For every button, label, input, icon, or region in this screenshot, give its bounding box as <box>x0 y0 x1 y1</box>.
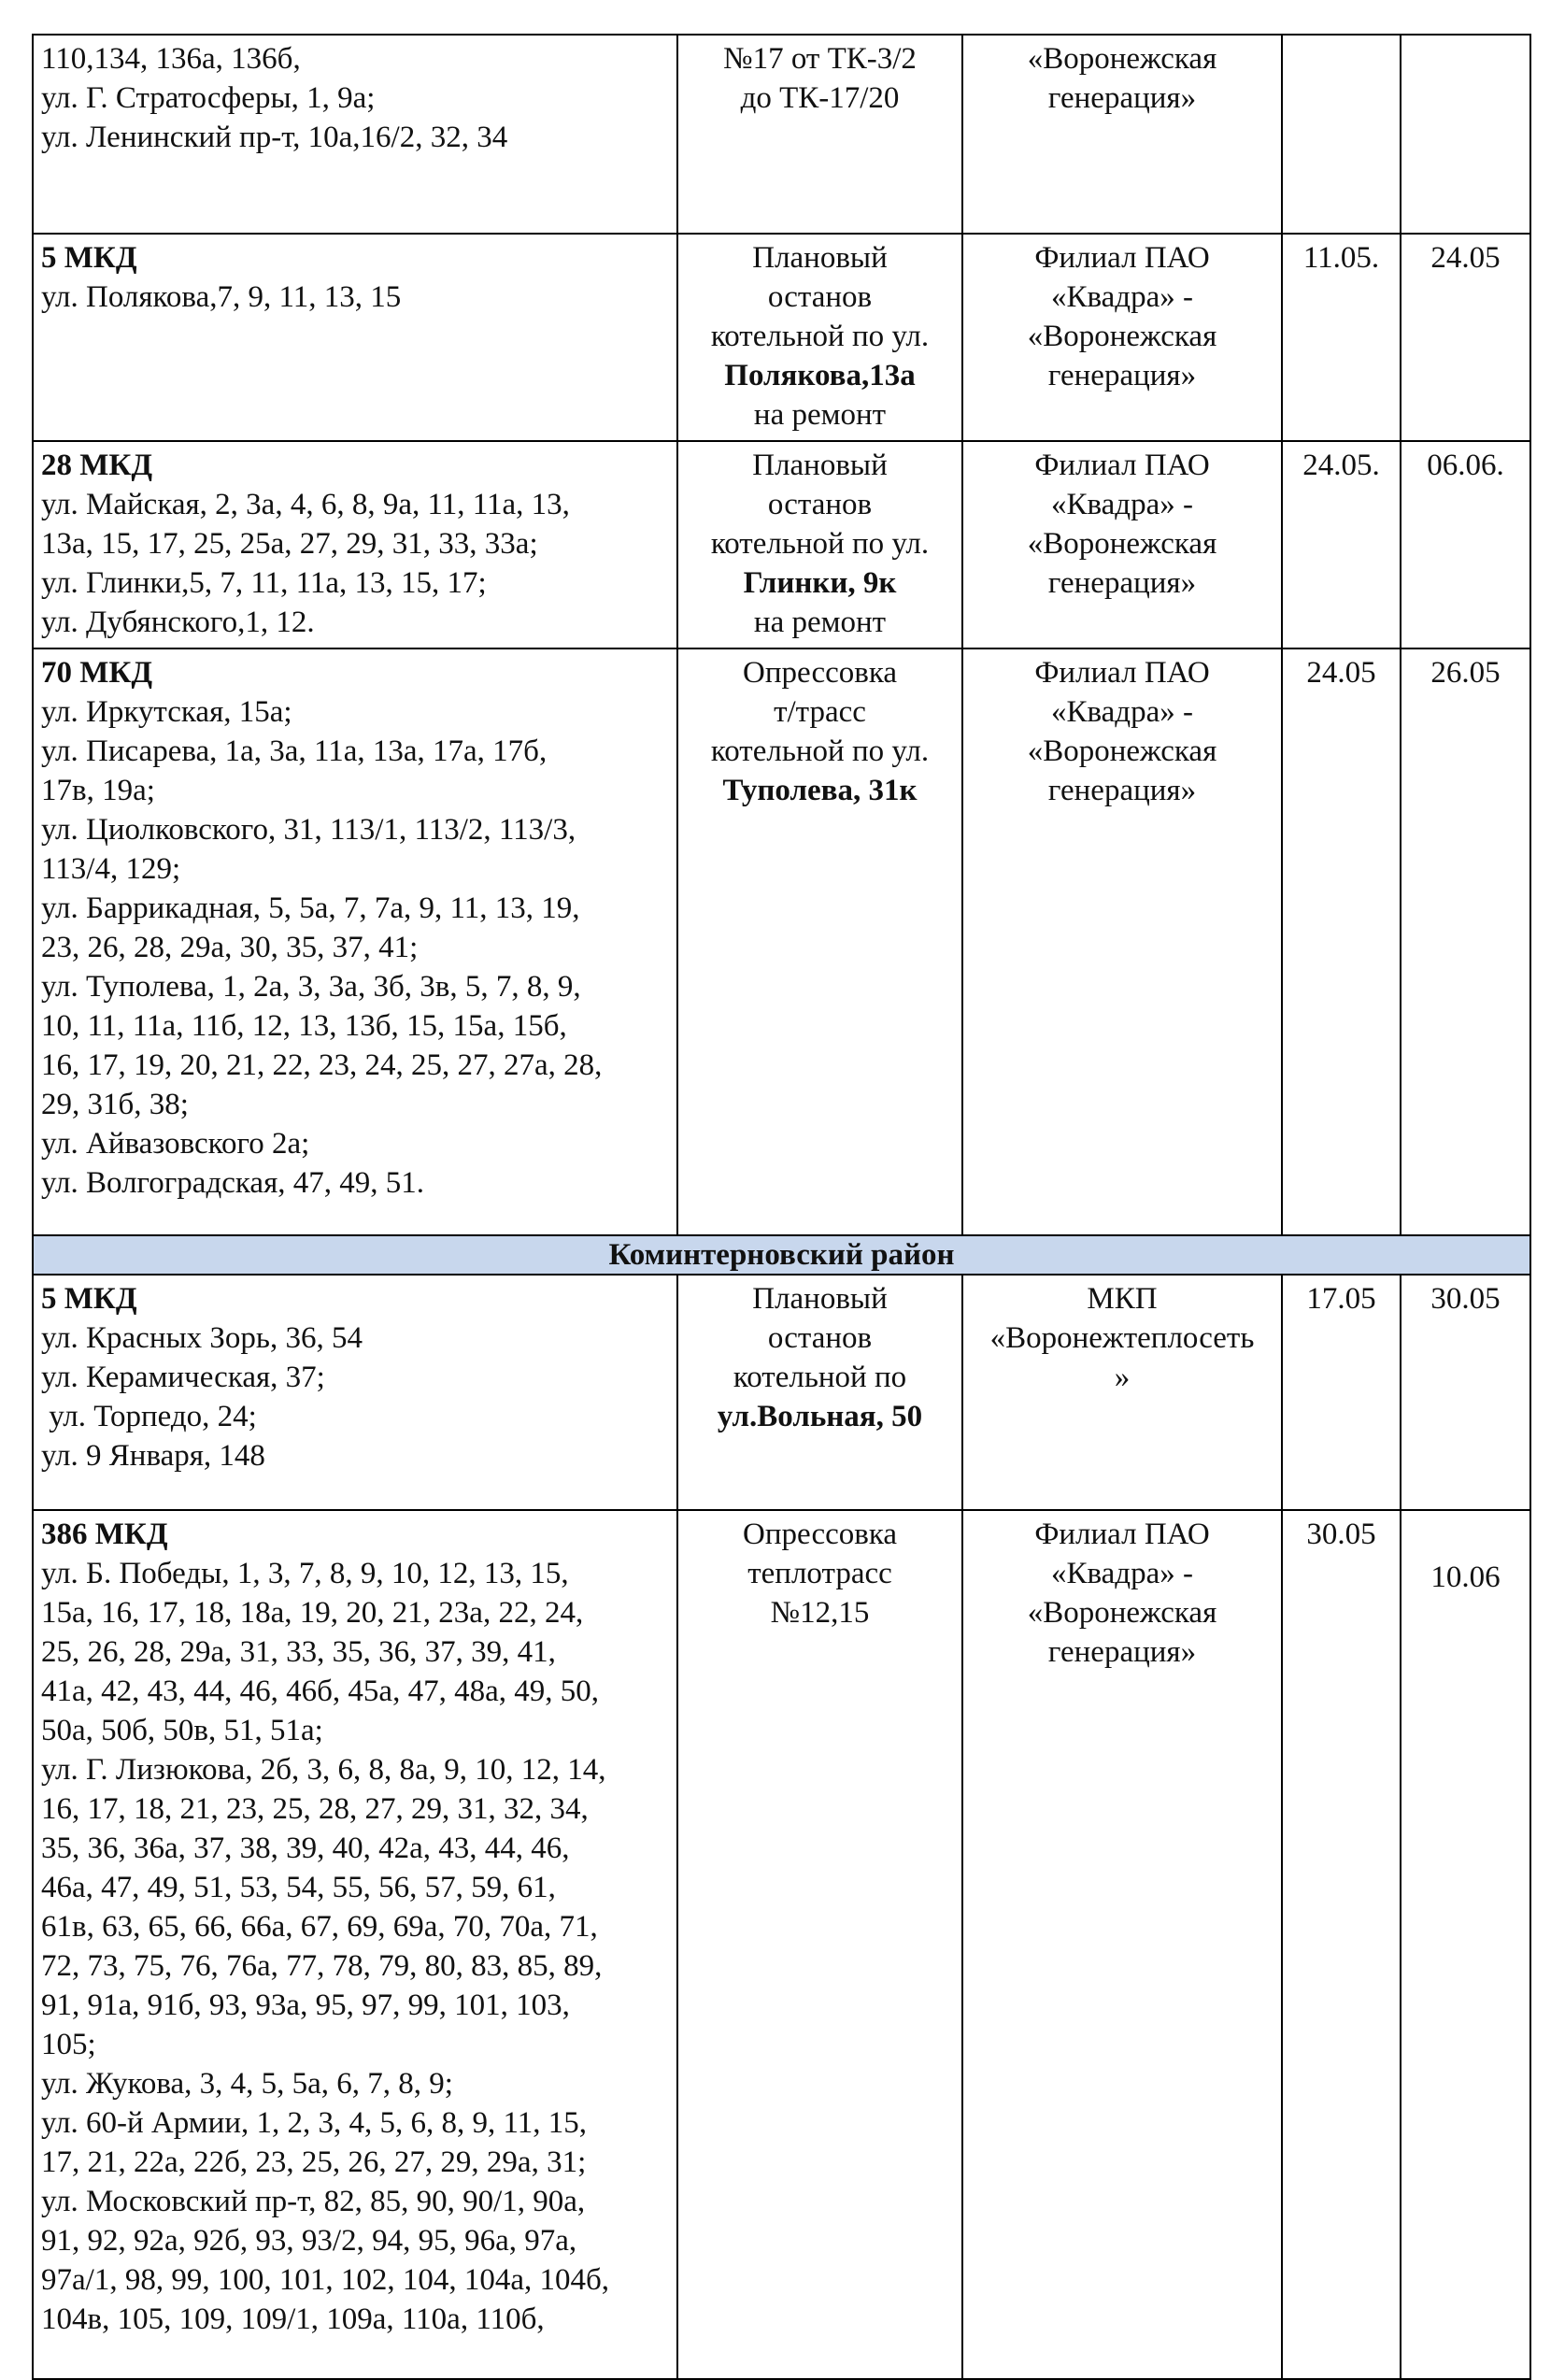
reason-line: Плановый <box>752 1282 888 1316</box>
address-line: ул. Майская, 2, 3а, 4, 6, 8, 9а, 11, 11а, 13, <box>41 488 570 521</box>
address-line: ул. Жукова, 3, 4, 5, 5а, 6, 7, 8, 9; <box>41 2067 453 2101</box>
boiler-address: ул.Вольная, 50 <box>717 1400 923 1433</box>
end-date-cell: 30.05 <box>1401 1275 1530 1510</box>
address-line: ул. 9 Января, 148 <box>41 1439 265 1473</box>
reason-line: Опрессовка <box>742 656 898 690</box>
reason-line: до ТК-17/20 <box>740 81 900 115</box>
organization-line: «Воронежская <box>1027 1596 1217 1630</box>
address-cell <box>33 35 677 234</box>
table-row <box>33 648 1530 1235</box>
organization-line: «Воронежская <box>1027 320 1217 353</box>
reason-cell <box>677 441 962 648</box>
address-line: ул. Г. Лизюкова, 2б, 3, 6, 8, 8а, 9, 10, 12, 14, <box>41 1753 606 1787</box>
address-line: 50а, 50б, 50в, 51, 51а; <box>41 1714 323 1747</box>
end-date-cell <box>1401 35 1530 234</box>
reason-cell <box>677 1275 962 1510</box>
start-date-cell: 24.05 <box>1282 648 1401 1235</box>
address-line: 61в, 63, 65, 66, 66а, 67, 69, 69а, 70, 70а, 71, <box>41 1910 598 1944</box>
organization-line: «Воронежская <box>1027 42 1217 76</box>
boiler-address: Туполева, 31к <box>722 774 918 807</box>
address-line: ул. Туполева, 1, 2а, 3, 3а, 3б, 3в, 5, 7, 8, 9, <box>41 970 581 1004</box>
table-row <box>33 1275 1530 1510</box>
address-line: ул. Иркутская, 15а; <box>41 695 292 729</box>
building-count: 5 МКД <box>41 1282 137 1316</box>
organization-cell <box>962 35 1282 234</box>
reason-cell <box>677 648 962 1235</box>
address-cell <box>33 234 677 441</box>
address-line: 91, 92, 92а, 92б, 93, 93/2, 94, 95, 96а, 97а, <box>41 2224 577 2258</box>
address-line: ул. Дубянского,1, 12. <box>41 606 315 639</box>
organization-line: «Воронежская <box>1027 527 1217 561</box>
organization-line: Филиал ПАО <box>1034 449 1210 482</box>
organization-line: «Квадра» - <box>1051 1557 1193 1590</box>
district-header-row <box>33 1235 1530 1275</box>
building-count: 386 МКД <box>41 1518 168 1551</box>
address-cell <box>33 441 677 648</box>
organization-line: МКП <box>1087 1282 1158 1316</box>
table-row <box>33 234 1530 441</box>
organization-cell <box>962 234 1282 441</box>
organization-line: генерация» <box>1047 1635 1197 1669</box>
organization-line: «Воронежтеплосеть <box>989 1321 1255 1355</box>
address-line: 17в, 19а; <box>41 774 155 807</box>
address-line: 72, 73, 75, 76, 76а, 77, 78, 79, 80, 83, 85, 89, <box>41 1949 603 1983</box>
reason-line: на ремонт <box>753 398 887 432</box>
district-name: Коминтерновский район <box>33 1235 1530 1275</box>
address-line: ул. Баррикадная, 5, 5а, 7, 7а, 9, 11, 13, 19, <box>41 891 580 925</box>
address-line: 105; <box>41 2028 96 2061</box>
reason-line: Опрессовка <box>742 1518 898 1551</box>
start-date-cell <box>1282 35 1401 234</box>
organization-cell <box>962 648 1282 1235</box>
outage-schedule-table <box>32 34 1531 2380</box>
address-line: 13а, 15, 17, 25, 25а, 27, 29, 31, 33, 33а; <box>41 527 538 561</box>
address-line: 104в, 105, 109, 109/1, 109а, 110а, 110б, <box>41 2302 545 2336</box>
address-line: ул. 60-й Армии, 1, 2, 3, 4, 5, 6, 8, 9, 11, 15, <box>41 2106 587 2140</box>
reason-line: котельной по ул. <box>710 734 930 768</box>
building-count: 70 МКД <box>41 656 153 690</box>
address-line: ул. Полякова,7, 9, 11, 13, 15 <box>41 280 402 314</box>
organization-line: Филиал ПАО <box>1034 241 1210 275</box>
end-date-cell: 24.05 <box>1401 234 1530 441</box>
organization-cell <box>962 1275 1282 1510</box>
boiler-address: Полякова,13а <box>724 359 916 392</box>
address-line: 16, 17, 18, 21, 23, 25, 28, 27, 29, 31, 32, 34, <box>41 1792 589 1826</box>
table-row <box>33 1510 1530 2379</box>
reason-line: т/трасс <box>774 695 866 729</box>
organization-line: Филиал ПАО <box>1034 656 1210 690</box>
organization-line: «Квадра» - <box>1051 280 1193 314</box>
address-line: ул. Ленинский пр-т, 10а,16/2, 32, 34 <box>41 121 508 154</box>
start-date-cell: 24.05. <box>1282 441 1401 648</box>
table-row <box>33 441 1530 648</box>
reason-line: теплотрасс <box>747 1557 892 1590</box>
reason-cell <box>677 35 962 234</box>
reason-cell <box>677 1510 962 2379</box>
organization-line: » <box>1114 1361 1131 1394</box>
reason-cell <box>677 234 962 441</box>
address-line: ул. Б. Победы, 1, 3, 7, 8, 9, 10, 12, 13, 15, <box>41 1557 569 1590</box>
reason-line: останов <box>767 1321 873 1355</box>
address-line: 41а, 42, 43, 44, 46, 46б, 45а, 47, 48а, 49, 50, <box>41 1675 599 1708</box>
address-line: 113/4, 129; <box>41 852 181 886</box>
address-line: 91, 91а, 91б, 93, 93а, 95, 97, 99, 101, 103, <box>41 1988 570 2022</box>
reason-line: Плановый <box>752 241 888 275</box>
reason-line: котельной по ул. <box>710 527 930 561</box>
organization-line: «Воронежская <box>1027 734 1217 768</box>
address-cell <box>33 648 677 1235</box>
organization-cell <box>962 1510 1282 2379</box>
address-line: ул. Торпедо, 24; <box>41 1400 257 1433</box>
reason-line: №17 от ТК-3/2 <box>723 42 917 76</box>
address-line: 10, 11, 11а, 11б, 12, 13, 13б, 15, 15а, 15б, <box>41 1009 567 1043</box>
address-line: ул. Глинки,5, 7, 11, 11а, 13, 15, 17; <box>41 566 487 600</box>
reason-line: на ремонт <box>753 606 887 639</box>
address-line: ул. Красных Зорь, 36, 54 <box>41 1321 363 1355</box>
address-line: ул. Г. Стратосферы, 1, 9а; <box>41 81 376 115</box>
address-line: ул. Циолковского, 31, 113/1, 113/2, 113/3, <box>41 813 576 847</box>
reason-line: останов <box>767 280 873 314</box>
start-date-cell: 17.05 <box>1282 1275 1401 1510</box>
address-line: 15а, 16, 17, 18, 18а, 19, 20, 21, 23а, 22, 24, <box>41 1596 584 1630</box>
organization-line: «Квадра» - <box>1051 488 1193 521</box>
address-line: ул. Айвазовского 2а; <box>41 1127 310 1161</box>
address-line: 29, 31б, 38; <box>41 1088 189 1121</box>
organization-line: генерация» <box>1047 566 1197 600</box>
address-line: 110,134, 136а, 136б, <box>41 42 301 76</box>
address-line: 23, 26, 28, 29а, 30, 35, 37, 41; <box>41 931 419 964</box>
organization-line: генерация» <box>1047 774 1197 807</box>
address-line: ул. Московский пр-т, 82, 85, 90, 90/1, 90а, <box>41 2185 586 2218</box>
end-date-cell: 26.05 <box>1401 648 1530 1235</box>
organization-line: генерация» <box>1047 359 1197 392</box>
organization-cell <box>962 441 1282 648</box>
building-count: 28 МКД <box>41 449 153 482</box>
reason-line: котельной по ул. <box>710 320 930 353</box>
reason-line: №12,15 <box>770 1596 870 1630</box>
reason-line: котельной по <box>733 1361 907 1394</box>
start-date-cell: 11.05. <box>1282 234 1401 441</box>
address-line: 35, 36, 36а, 37, 38, 39, 40, 42а, 43, 44, 46, <box>41 1831 570 1865</box>
address-cell <box>33 1510 677 2379</box>
organization-line: Филиал ПАО <box>1034 1518 1210 1551</box>
building-count: 5 МКД <box>41 241 137 275</box>
address-line: 16, 17, 19, 20, 21, 22, 23, 24, 25, 27, 27а, 28, <box>41 1048 603 1082</box>
reason-line: Плановый <box>752 449 888 482</box>
address-line: ул. Писарева, 1а, 3а, 11а, 13а, 17а, 17б, <box>41 734 548 768</box>
boiler-address: Глинки, 9к <box>743 566 897 600</box>
end-date-cell: 06.06. <box>1401 441 1530 648</box>
address-line: 97а/1, 98, 99, 100, 101, 102, 104, 104а, 104б, <box>41 2263 610 2297</box>
address-line: ул. Волгоградская, 47, 49, 51. <box>41 1166 425 1200</box>
address-cell <box>33 1275 677 1510</box>
organization-line: «Квадра» - <box>1051 695 1193 729</box>
address-line: 17, 21, 22а, 22б, 23, 25, 26, 27, 29, 29а, 31; <box>41 2145 587 2179</box>
address-line: ул. Керамическая, 37; <box>41 1361 325 1394</box>
reason-line: останов <box>767 488 873 521</box>
table-row <box>33 35 1530 234</box>
end-date-cell: 10.06 <box>1401 1510 1530 2379</box>
address-line: 25, 26, 28, 29а, 31, 33, 35, 36, 37, 39, 41, <box>41 1635 556 1669</box>
start-date-cell: 30.05 <box>1282 1510 1401 2379</box>
organization-line: генерация» <box>1047 81 1197 115</box>
address-line: 46а, 47, 49, 51, 53, 54, 55, 56, 57, 59, 61, <box>41 1871 556 1904</box>
